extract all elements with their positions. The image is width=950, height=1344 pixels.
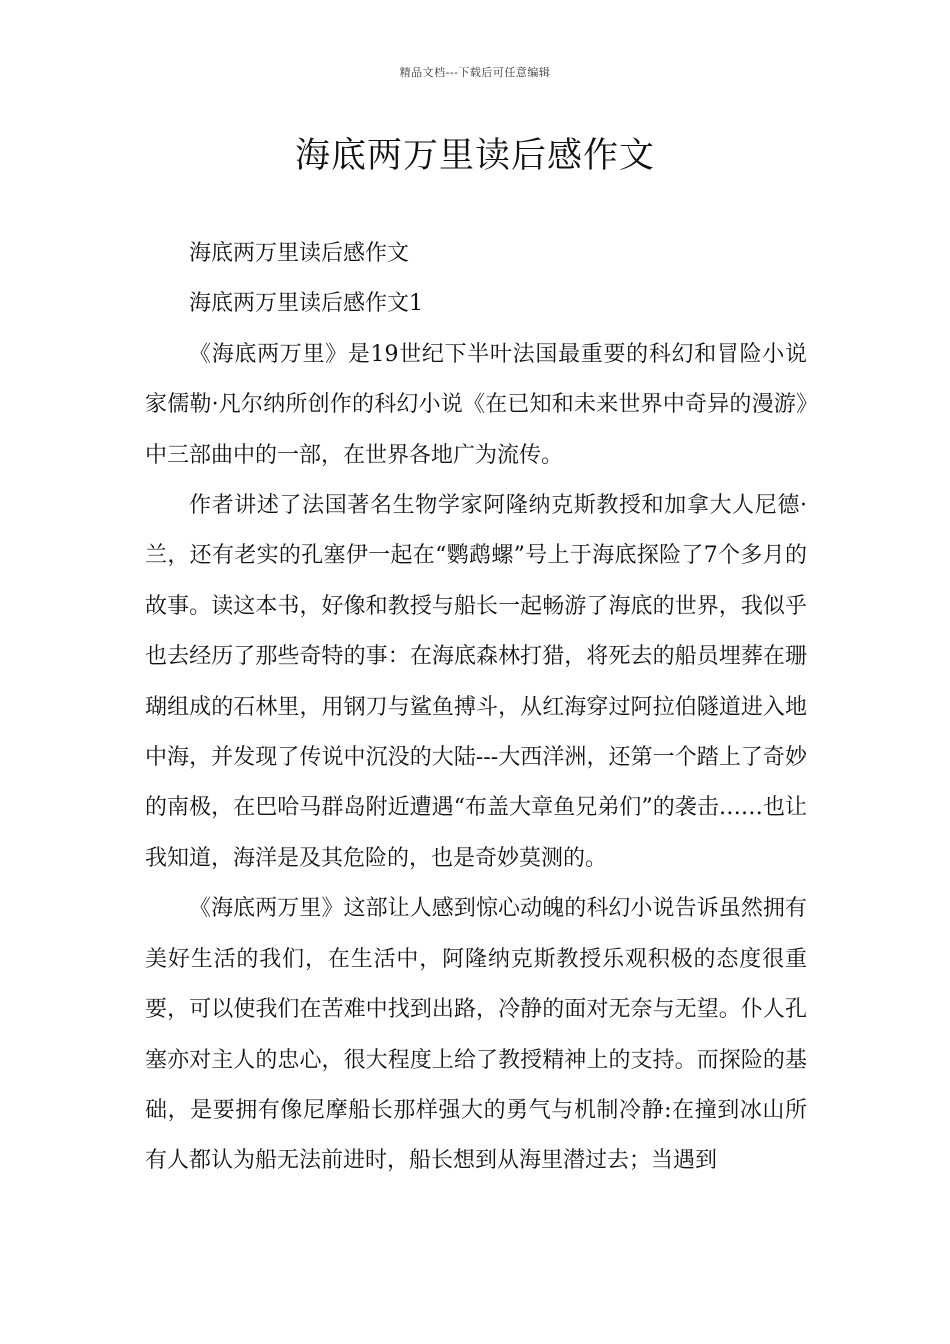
body-paragraph: 《海底两万里》是19世纪下半叶法国最重要的科幻和冒险小说家儒勒·凡尔纳所创作的科幻小说《在已知和未来世界中奇异的漫游》中三部曲中的一部，在世界各地广为流传。 [145,341,807,468]
document-body [145,229,807,1187]
header-note: 精品文档---下载后可任意编辑 [399,66,551,79]
body-paragraph: 作者讲述了法国著名生物学家阿隆纳克斯教授和加拿大人尼德·兰，还有老实的孔塞伊一起在“鹦鹉螺”号上于海底探险了7个多月的故事。读这本书，好像和教授与船长一起畅游了海底的世界，我似乎也去经历了那些奇特的事：在海底森林打猎，将死去的船员埋葬在珊瑚组成的石林里，用钢刀与鲨鱼搏斗，从红海穿过阿拉伯隧道进入地中海，并发现了传说中沉没的大陆---大西洋洲，还第一个踏上了奇妙的南极，在巴哈马群岛附近遭遇“布盖大章鱼兄弟们”的袭击……也让我知道，海洋是及其危险的，也是奇妙莫测的。 [145,493,807,871]
subtitle-paragraph: 海底两万里读后感作文 [189,241,410,266]
section-heading: 海底两万里读后感作文1 [189,291,423,317]
body-paragraph: 《海底两万里》这部让人感到惊心动魄的科幻小说告诉虽然拥有美好生活的我们，在生活中，阿隆纳克斯教授乐观积极的态度很重要，可以使我们在苦难中找到出路，冷静的面对无奈与无望。仆人孔塞亦对主人的忠心，很大程度上给了教授精神上的支持。而探险的基础，是要拥有像尼摩船长那样强大的勇气与机制冷静:在撞到冰山所有人都认为船无法前进时，船长想到从海里潜过去；当遇到 [145,896,807,1174]
document-title: 海底两万里读后感作文 [294,136,655,176]
